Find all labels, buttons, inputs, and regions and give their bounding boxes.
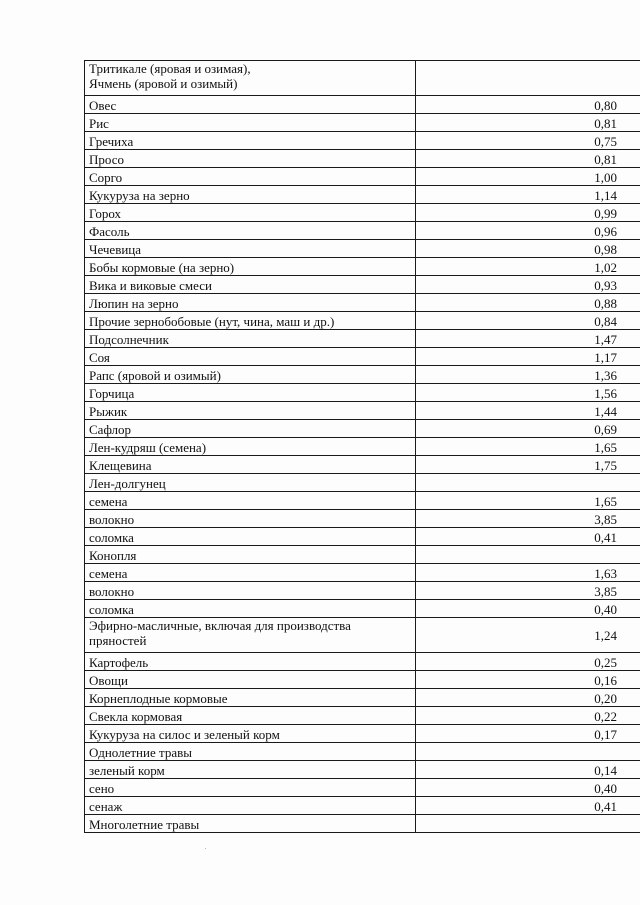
coefficient-cell: 0,98 xyxy=(416,240,640,258)
crop-name-cell: Кукуруза на силос и зеленый корм xyxy=(85,725,416,743)
crop-name-cell: Кукуруза на зерно xyxy=(85,186,416,204)
coefficient-cell: 1,63 xyxy=(416,564,640,582)
coefficient-cell: 1,24 xyxy=(416,618,640,653)
crop-name-cell: Картофель xyxy=(85,653,416,671)
crop-name-cell: Овощи xyxy=(85,671,416,689)
table-row xyxy=(85,186,640,204)
table-row xyxy=(85,653,640,671)
crop-name-cell xyxy=(85,61,416,96)
crop-name-cell: соломка xyxy=(85,600,416,618)
coefficient-cell: 1,17 xyxy=(416,348,640,366)
table-row xyxy=(85,114,640,132)
coefficient-cell: 0,75 xyxy=(416,132,640,150)
coefficient-cell: 0,99 xyxy=(416,204,640,222)
crop-name-cell: Прочие зернобобовые (нут, чина, маш и др.) xyxy=(85,312,416,330)
crop-name-cell: волокно xyxy=(85,582,416,600)
crop-name-cell: Фасоль xyxy=(85,222,416,240)
crop-name-cell: Люпин на зерно xyxy=(85,294,416,312)
crop-name-cell: Конопля xyxy=(85,546,416,564)
coefficient-cell: 3,85 xyxy=(416,510,640,528)
coefficient-cell: 0,40 xyxy=(416,600,640,618)
table-row xyxy=(85,132,640,150)
table-row xyxy=(85,420,640,438)
coefficient-cell: 0,80 xyxy=(416,96,640,114)
crop-name-cell: Горох xyxy=(85,204,416,222)
crop-name-cell: Бобы кормовые (на зерно) xyxy=(85,258,416,276)
table-row xyxy=(85,204,640,222)
coefficient-cell: 1,02 xyxy=(416,258,640,276)
crop-name-line: Тритикале (яровая и озимая), xyxy=(89,61,251,76)
coefficient-cell xyxy=(416,474,640,492)
coefficient-cell: 0,69 xyxy=(416,420,640,438)
coefficient-cell: 0,22 xyxy=(416,707,640,725)
table-row xyxy=(85,618,640,653)
table-row xyxy=(85,564,640,582)
coefficient-cell: 1,14 xyxy=(416,186,640,204)
table-row xyxy=(85,96,640,114)
crop-name-cell: Рис xyxy=(85,114,416,132)
crop-name-cell: Гречиха xyxy=(85,132,416,150)
coefficient-cell: 0,20 xyxy=(416,689,640,707)
table-row xyxy=(85,671,640,689)
crop-name-cell: Клещевина xyxy=(85,456,416,474)
crop-name-cell: семена xyxy=(85,492,416,510)
table-row xyxy=(85,528,640,546)
crop-name-cell: сено xyxy=(85,779,416,797)
coefficient-cell: 0,81 xyxy=(416,150,640,168)
table-row xyxy=(85,510,640,528)
table-row xyxy=(85,150,640,168)
crop-name-cell: Сафлор xyxy=(85,420,416,438)
crop-name-cell: Рапс (яровой и озимый) xyxy=(85,366,416,384)
coefficient-cell: 1,75 xyxy=(416,456,640,474)
table-row xyxy=(85,240,640,258)
table-row xyxy=(85,761,640,779)
crop-name-cell: Вика и виковые смеси xyxy=(85,276,416,294)
crop-name-line: пряностей xyxy=(89,633,147,648)
crop-name-cell: Однолетние травы xyxy=(85,743,416,761)
table-row xyxy=(85,546,640,564)
coefficient-cell: 1,56 xyxy=(416,384,640,402)
crop-name-cell: Лен-долгунец xyxy=(85,474,416,492)
table-row xyxy=(85,492,640,510)
coefficient-cell: 0,16 xyxy=(416,671,640,689)
table-row xyxy=(85,276,640,294)
table-row xyxy=(85,384,640,402)
crop-name-cell: соломка xyxy=(85,528,416,546)
crop-name-cell: сенаж xyxy=(85,797,416,815)
table-row xyxy=(85,689,640,707)
crop-name-cell: Подсолнечник xyxy=(85,330,416,348)
coefficient-cell: 0,41 xyxy=(416,528,640,546)
table-row xyxy=(85,582,640,600)
coefficient-cell xyxy=(416,815,640,833)
table-row xyxy=(85,600,640,618)
crop-name-cell: Лен-кудряш (семена) xyxy=(85,438,416,456)
coefficient-cell: 3,85 xyxy=(416,582,640,600)
table-row xyxy=(85,474,640,492)
coefficient-cell: 1,47 xyxy=(416,330,640,348)
coefficient-cell: 1,00 xyxy=(416,168,640,186)
crop-name-line: Эфирно-масличные, включая для производства xyxy=(89,618,351,633)
table-row xyxy=(85,258,640,276)
table-row xyxy=(85,797,640,815)
table-body xyxy=(85,61,640,833)
table-row xyxy=(85,815,640,833)
crop-name-cell: Соя xyxy=(85,348,416,366)
coefficient-cell: 1,65 xyxy=(416,438,640,456)
crop-name-cell: Горчица xyxy=(85,384,416,402)
coefficient-cell: 0,84 xyxy=(416,312,640,330)
coefficient-cell: 0,81 xyxy=(416,114,640,132)
table-row xyxy=(85,438,640,456)
coefficient-cell xyxy=(416,61,640,96)
crop-name-cell: Многолетние травы xyxy=(85,815,416,833)
table-row xyxy=(85,402,640,420)
table-row xyxy=(85,743,640,761)
coefficient-cell: 1,36 xyxy=(416,366,640,384)
crop-name-cell xyxy=(85,618,416,653)
crop-name-cell: зеленый корм xyxy=(85,761,416,779)
table-row xyxy=(85,168,640,186)
coefficient-cell xyxy=(416,546,640,564)
table-row xyxy=(85,456,640,474)
crop-name-cell: Чечевица xyxy=(85,240,416,258)
coefficient-cell: 1,65 xyxy=(416,492,640,510)
coefficient-cell: 1,44 xyxy=(416,402,640,420)
table-row xyxy=(85,707,640,725)
coefficient-cell: 0,17 xyxy=(416,725,640,743)
coefficient-cell: 0,25 xyxy=(416,653,640,671)
crop-name-cell: Рыжик xyxy=(85,402,416,420)
crop-name-cell: Сорго xyxy=(85,168,416,186)
crop-name-cell: Овес xyxy=(85,96,416,114)
crop-name-line: Ячмень (яровой и озимый) xyxy=(89,76,238,91)
crop-name-cell: семена xyxy=(85,564,416,582)
crop-coefficient-table xyxy=(84,60,640,833)
coefficient-cell xyxy=(416,743,640,761)
table-row xyxy=(85,725,640,743)
crop-name-cell: Просо xyxy=(85,150,416,168)
table-row xyxy=(85,366,640,384)
scan-speck xyxy=(205,848,206,849)
coefficient-cell: 0,40 xyxy=(416,779,640,797)
table-row xyxy=(85,294,640,312)
coefficient-cell: 0,96 xyxy=(416,222,640,240)
crop-name-cell: волокно xyxy=(85,510,416,528)
table-row xyxy=(85,61,640,96)
coefficient-cell: 0,93 xyxy=(416,276,640,294)
table-row xyxy=(85,330,640,348)
table-row xyxy=(85,779,640,797)
crop-name-cell: Свекла кормовая xyxy=(85,707,416,725)
table-row xyxy=(85,348,640,366)
coefficient-cell: 0,88 xyxy=(416,294,640,312)
coefficient-cell: 0,14 xyxy=(416,761,640,779)
table-row xyxy=(85,312,640,330)
crop-name-cell: Корнеплодные кормовые xyxy=(85,689,416,707)
coefficient-cell: 0,41 xyxy=(416,797,640,815)
table-row xyxy=(85,222,640,240)
